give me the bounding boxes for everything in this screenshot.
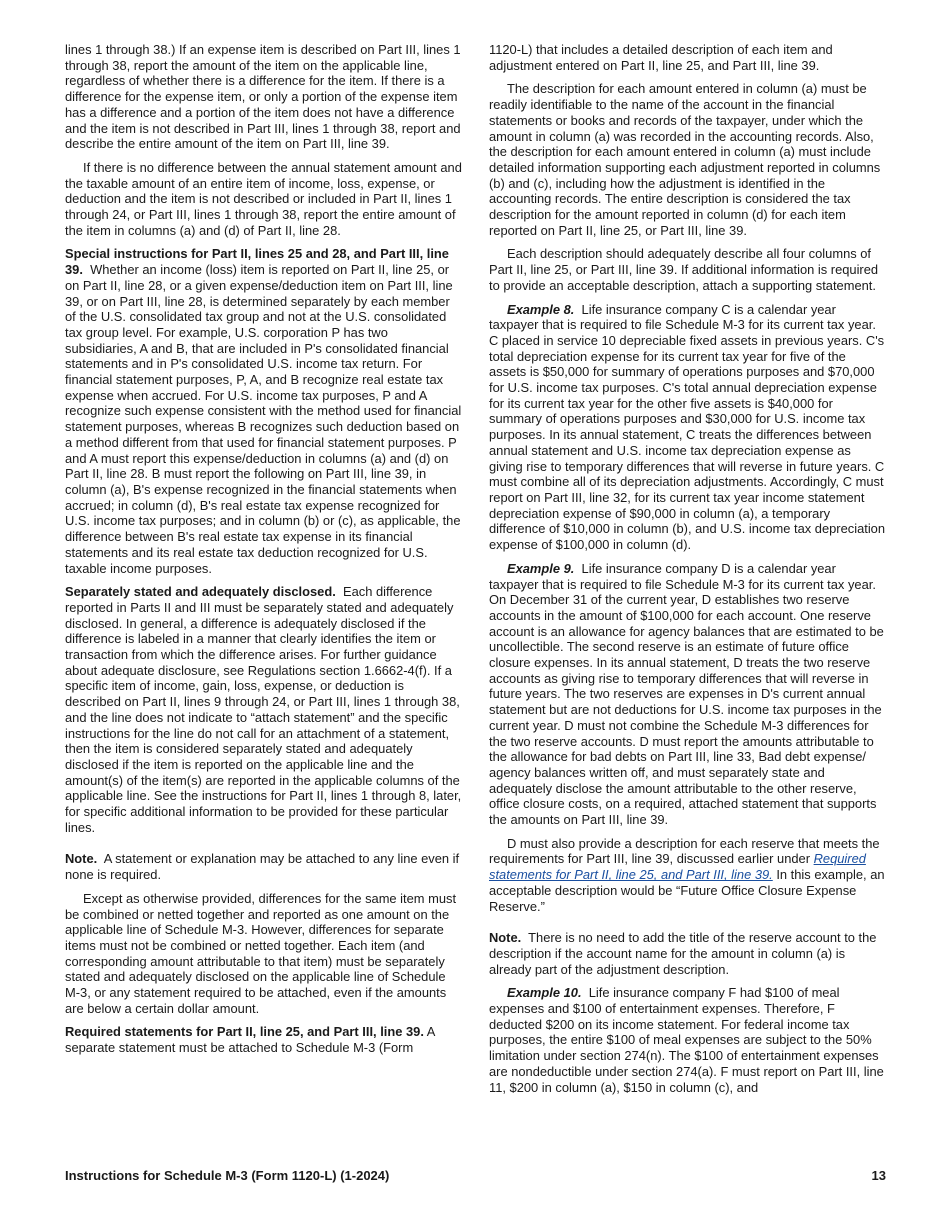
- required-statements-link[interactable]: Required statements for Part II, line 25, and Part III, line 39.: [489, 851, 866, 883]
- note: [489, 930, 886, 977]
- paragraph-text: In this example, an acceptable description would be “Future Office Closure Expense Reserve.”: [489, 867, 885, 914]
- note: [65, 851, 462, 882]
- example-10: [489, 985, 886, 1095]
- section-heading: Required statements for Part II, line 25, and Part III, line 39.: [65, 1024, 424, 1040]
- paragraph-text: D must also provide a description for each reserve that meets the requirements for Part III, line 39, discussed earlier under: [489, 835, 880, 867]
- note-text: A statement or explanation may be attached to any line even if none is required.: [65, 851, 460, 883]
- paragraph: [65, 584, 462, 835]
- paragraph: [65, 246, 462, 576]
- page-number: 13: [871, 1168, 886, 1183]
- paragraph-text: Whether an income (loss) item is reported on Part II, line 25, or on Part II, line 28, or a given expense/deduction item on Part III, line 39, or on Part III, line 28, is determined separately by each member of the U.S. consolidated tax group and not at the U.S. consolidated tax group level. For example, U.S. corporation P has two subsidiaries, A and B, that are included in P's consolidated financial statements and in P's consolidated U.S. income tax return. For financial statement purposes, P, A, and B recognize real estate tax expense when accrued. For U.S. income tax purposes, P and A recognize such expense consistent with the method used for financial statement purposes, whereas B recognizes such deduction based on a method different from that used for financial statement purposes. P and A must report this expense/deduction in columns (a) and (d) on Part II, line 28. B must report the following on Part III, line 39, in column (a), B's expense recognized in the financial statements when accrued; in column (d), B's real estate tax expense recognized for U.S. income tax purposes; and in column (b) or (c), as applicable, the difference between B's real estate tax expense in its financial statements and its real estate tax deduction recognized for U.S. taxable income purposes.: [65, 262, 462, 576]
- paragraph: 1120-L) that includes a detailed description of each item and adjustment entered on Part II, line 25, and Part III, line 39.: [489, 42, 833, 73]
- note-label: Note.: [65, 851, 98, 867]
- paragraph: [65, 1024, 462, 1055]
- footer-title: Instructions for Schedule M-3 (Form 1120-L) (1-2024): [65, 1168, 390, 1183]
- paragraph-text: Each difference reported in Parts II and III must be separately stated and adequately disclosed. In general, a difference is adequately disclosed if the difference is labeled in a manner that clearly identifies the item or transaction from which the difference arises. For further guidance about adequate disclosure, see Regulations section 1.6662-4(f). If a specific item of income, gain, loss, expense, or deduction is described on Part II, lines 9 through 24, or Part III, lines 1 through 38, and the line does not indicate to “attach statement” and the specific instructions for the line do not call for an attachment of a statement, then the item is considered separately stated and adequately disclosed if the item is reported on the applicable line and the amount(s) of the item(s) are reported in the applicable columns of the applicable line. See the instructions for Part II, lines 1 through 8, later, for specific additional information to be provided for these particular lines.: [65, 584, 462, 835]
- example-9: [489, 561, 886, 828]
- example-text: Life insurance company C is a calendar year taxpayer that is required to file Schedule M-3 for its current tax year. C placed in service 10 depreciable fixed assets in previous years. C's total depreciation expense for its current tax year for five of the assets is $50,000 for summary of operations purposes and $70,000 for U.S. income tax purposes. C's total annual depreciation expense for its current tax year for the other five assets is $40,000 for summary of operations purposes and $30,000 for U.S. income tax purposes. In its annual statement, C treats the differences between annual statement and U.S. income tax depreciation expense as giving rise to temporary differences that will reverse in future years. C must combine all of its depreciation adjustments. Accordingly, C must report on Part III, line 32, for its current tax year income statement depreciation expense of $90,000 in column (a), a temporary difference of $10,000 in column (b), and U.S. income tax depreciation expense of $100,000 in column (d).: [489, 301, 886, 553]
- note-label: Note.: [489, 930, 522, 946]
- paragraph: The description for each amount entered in column (a) must be readily identifiable to the name of the account in the financial statements or books and records of the taxpayer, under which the amount in column (a) was recorded in the accounting records. Also, the description for each amount entered in column (a) must include detailed information supporting each adjustment reported in columns (b) and (c), including how the adjustment is identified in the accounting records. The entire description is considered the tax description for the amount reported in column (d) for each item reported on Part II, line 25, or Part III, line 39.: [489, 81, 881, 238]
- note-text: There is no need to add the title of the reserve account to the description if the account name for the amount in column (a) is already part of the adjustment description.: [489, 930, 877, 977]
- paragraph: If there is no difference between the annual statement amount and the taxable amount of an entire item of income, loss, expense, or deduction and the item is not described or included in Part II, lines 1 through 24, or Part III, lines 1 through 38, report the entire amount of the item in columns (a) and (d) of Part II, line 28.: [65, 159, 462, 238]
- example-text: Life insurance company F had $100 of meal expenses and $100 of entertainment expenses. Therefore, F deducted $200 on its income statement. For federal income tax purposes, the entire $100 of meal expenses are subject to the 50% limitation under section 274(n). The $100 of entertainment expenses are nondeductible under section 274(a). F must report on Part III, line 11, $200 in column (a), $150 in column (c), and: [489, 985, 884, 1095]
- example-label: Example 10.: [507, 985, 582, 1001]
- example-label: Example 9.: [507, 560, 575, 576]
- section-heading: Special instructions for Part II, lines 25 and 28, and Part III, line 39.: [65, 246, 449, 278]
- paragraph: lines 1 through 38.) If an expense item is described on Part III, lines 1 through 38, report the amount of the item on the applicable line, regardless of whether there is a difference for the item. If there is a difference for the expense item, or only a portion of the expense item has a difference and a portion of the item does not have a difference and the item is not described in Part III, lines 1 through 38, report and describe the entire amount of the item on Part III, line 39.: [65, 42, 461, 152]
- example-label: Example 8.: [507, 301, 575, 317]
- right-column: [489, 42, 886, 1103]
- example-8: [489, 302, 886, 553]
- left-column: [65, 42, 462, 1064]
- paragraph: [489, 836, 886, 915]
- paragraph-text: A separate statement must be attached to Schedule M-3 (Form: [65, 1024, 435, 1056]
- example-text: Life insurance company D is a calendar year taxpayer that is required to file Schedule M-3 for its current tax year. On December 31 of the current year, D establishes two reserve accounts in the amount of $100,000 for each account. One reserve account is an allowance for agency balances that are estimated to be uncollectible. The second reserve is an estimate of future office closure expenses. In its annual statement, D treats the two reserve accounts as giving rise to temporary differences that will reverse in future years. The two reserves are expenses in D's current annual statement but are not deductions for U.S. income tax purposes in the current year. D must not combine the Schedule M-3 differences for the two reserve accounts. D must report the amounts attributable to the allowance for bad debts on Part III, line 33, Bad debt expense/ agency balances written off, and must separately state and adequately disclose the amount attributable to the other reserve, office closure costs, on a required, attached statement that supports the amounts on Part III, line 39.: [489, 560, 884, 828]
- paragraph: Except as otherwise provided, differences for the same item must be combined or netted together and reported as one amount on the applicable line of Schedule M-3. However, differences for separate items must not be combined or netted together. Each item (and corresponding amount attributable to that item) must be separately stated and adequately disclosed on the applicable line of Schedule M-3, or any statement required to be attached, even if the amounts are below a certain dollar amount.: [65, 890, 457, 1016]
- paragraph: Each description should adequately describe all four columns of Part II, line 25, or Part III, line 39. If additional information is required to provide an acceptable description, attach a supporting statement.: [489, 246, 879, 293]
- section-heading: Separately stated and adequately disclosed.: [65, 584, 336, 600]
- page-footer: [65, 1168, 886, 1183]
